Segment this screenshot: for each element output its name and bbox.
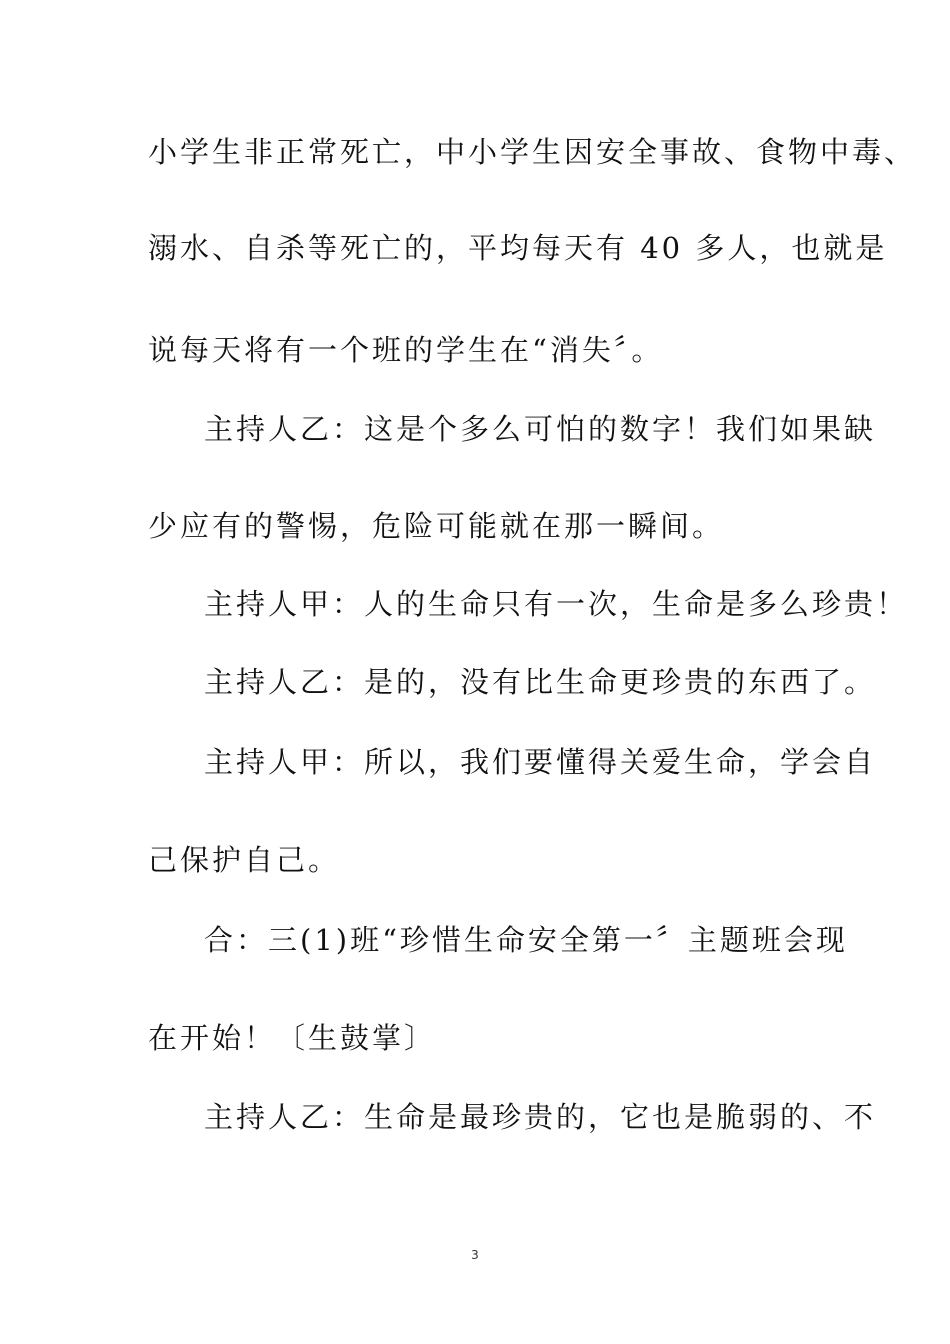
text-line-12: 主持人乙：生命是最珍贵的，它也是脆弱的、不: [204, 1100, 877, 1134]
text-line-8: 主持人甲：所以，我们要懂得关爱生命，学会自: [204, 745, 877, 779]
text-line-7: 主持人乙：是的，没有比生命更珍贵的东西了。: [204, 665, 877, 699]
text-line-1: 小学生非正常死亡，中小学生因安全事故、食物中毒、: [148, 135, 917, 169]
text-line-2: 溺水、自杀等死亡的，平均每天有 40 多人，也就是: [148, 231, 888, 265]
text-line-11: 在开始！〔生鼓掌〕: [148, 1021, 437, 1055]
text-line-10: 合：三(1)班“珍惜生命安全第一〞主题班会现: [204, 923, 848, 957]
text-line-4: 主持人乙：这是个多么可怕的数字！我们如果缺: [204, 412, 877, 446]
text-line-5: 少应有的警惕，危险可能就在那一瞬间。: [148, 509, 725, 543]
text-line-9: 己保护自己。: [148, 843, 341, 877]
page-number: 3: [471, 1248, 479, 1262]
text-line-6: 主持人甲：人的生命只有一次，生命是多么珍贵！: [204, 587, 909, 621]
text-line-3: 说每天将有一个班的学生在“消失〞。: [148, 333, 664, 367]
